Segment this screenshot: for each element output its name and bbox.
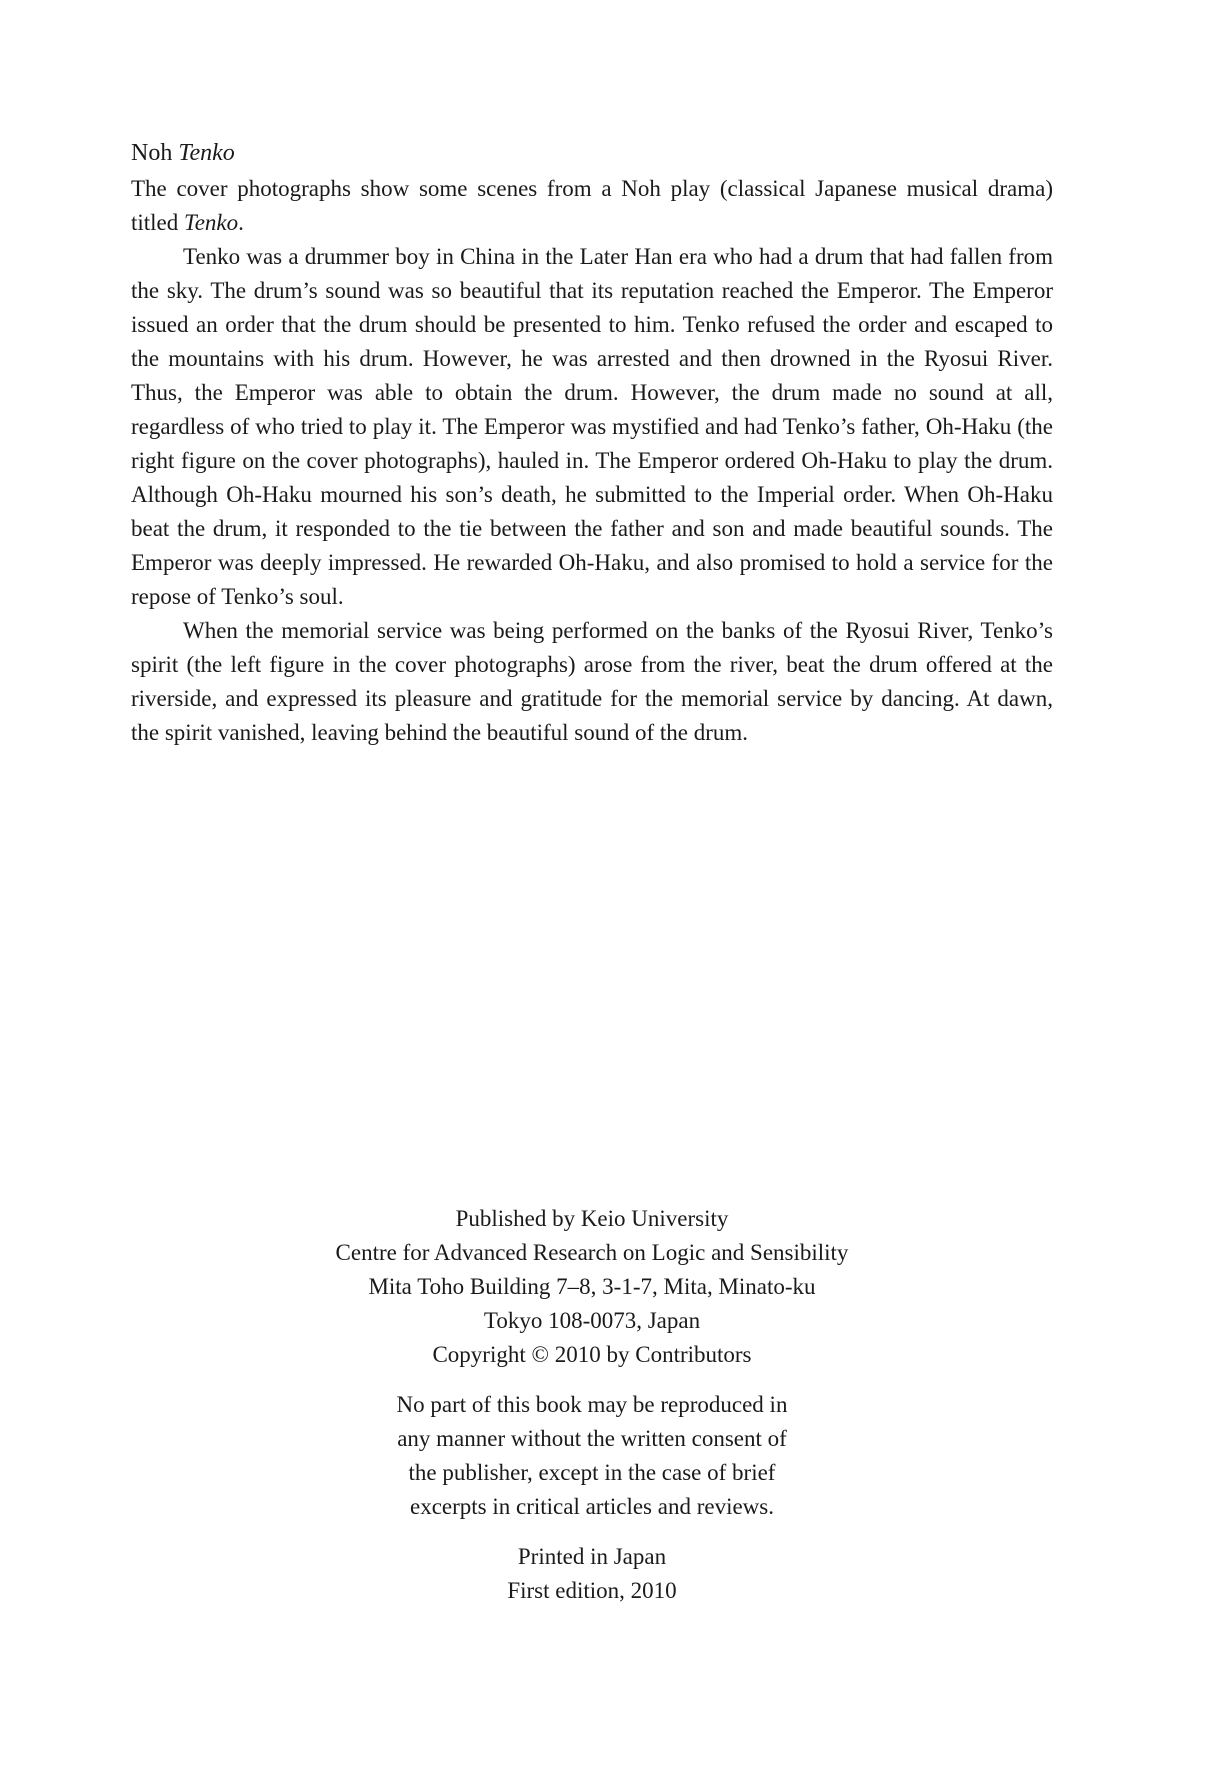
rights-line: excerpts in critical articles and reviews. — [409, 1494, 774, 1519]
publisher-block — [131, 1202, 1053, 1372]
cover-notes — [131, 136, 1053, 750]
paragraph-intro — [131, 172, 1053, 240]
publisher-line: Tokyo 108-0073, Japan — [483, 1308, 701, 1333]
heading-prefix: Noh — [131, 140, 173, 166]
copyright-line: Copyright © 2010 by Contributors — [432, 1342, 752, 1367]
rights-line: any manner without the written consent of — [397, 1426, 787, 1451]
edition-block — [131, 1540, 1053, 1608]
rights-line: the publisher, except in the case of brief — [408, 1460, 776, 1485]
edition-line: Printed in Japan — [517, 1544, 667, 1569]
intro-text: The cover photographs show some scenes from a Noh play (classical Japanese musical drama) titled — [131, 176, 1053, 235]
intro-title: Tenko — [184, 210, 239, 235]
paragraph-story: Tenko was a drummer boy in China in the Later Han era who had a drum that had fallen from the sky. The drum’s sound was so beautiful that its reputation reached the Emperor. The Emperor issued an order that the drum should be presented to him. Tenko refused the order and escaped to the mountains with his drum. However, he was arrested and then drowned in the Ryosui River. Thus, the Emperor was able to obtain the drum. However, the drum made no sound at all, regardless of who tried to play it. The Emperor was mystified and had Tenko’s father, Oh-Haku (the right figure on the cover photographs), hauled in. The Emperor ordered Oh-Haku to play the drum. Although Oh-Haku mourned his son’s death, he submitted to the Imperial order. When Oh-Haku beat the drum, it responded to the tie between the father and son and made beautiful sounds. The Emperor was deeply impressed. He rewarded Oh-Haku, and also promised to hold a service for the repose of Tenko’s soul. — [131, 244, 1053, 609]
notes-heading — [131, 136, 1053, 170]
intro-end: . — [238, 210, 244, 235]
colophon — [131, 1202, 1053, 1624]
rights-block — [131, 1388, 1053, 1524]
heading-title: Tenko — [178, 140, 235, 166]
publisher-line: Mita Toho Building 7–8, 3-1-7, Mita, Minato-ku — [368, 1274, 816, 1299]
publisher-line: Published by Keio University — [455, 1206, 729, 1231]
publisher-line: Centre for Advanced Research on Logic and Sensibility — [335, 1240, 849, 1265]
edition-line: First edition, 2010 — [507, 1578, 677, 1603]
rights-line: No part of this book may be reproduced in — [396, 1392, 788, 1417]
paragraph-spirit: When the memorial service was being performed on the banks of the Ryosui River, Tenko’s spirit (the left figure in the cover photographs) arose from the river, beat the drum offered at the riverside, and expressed its pleasure and gratitude for the memorial service by dancing. At dawn, the spirit vanished, leaving behind the beautiful sound of the drum. — [131, 618, 1053, 745]
